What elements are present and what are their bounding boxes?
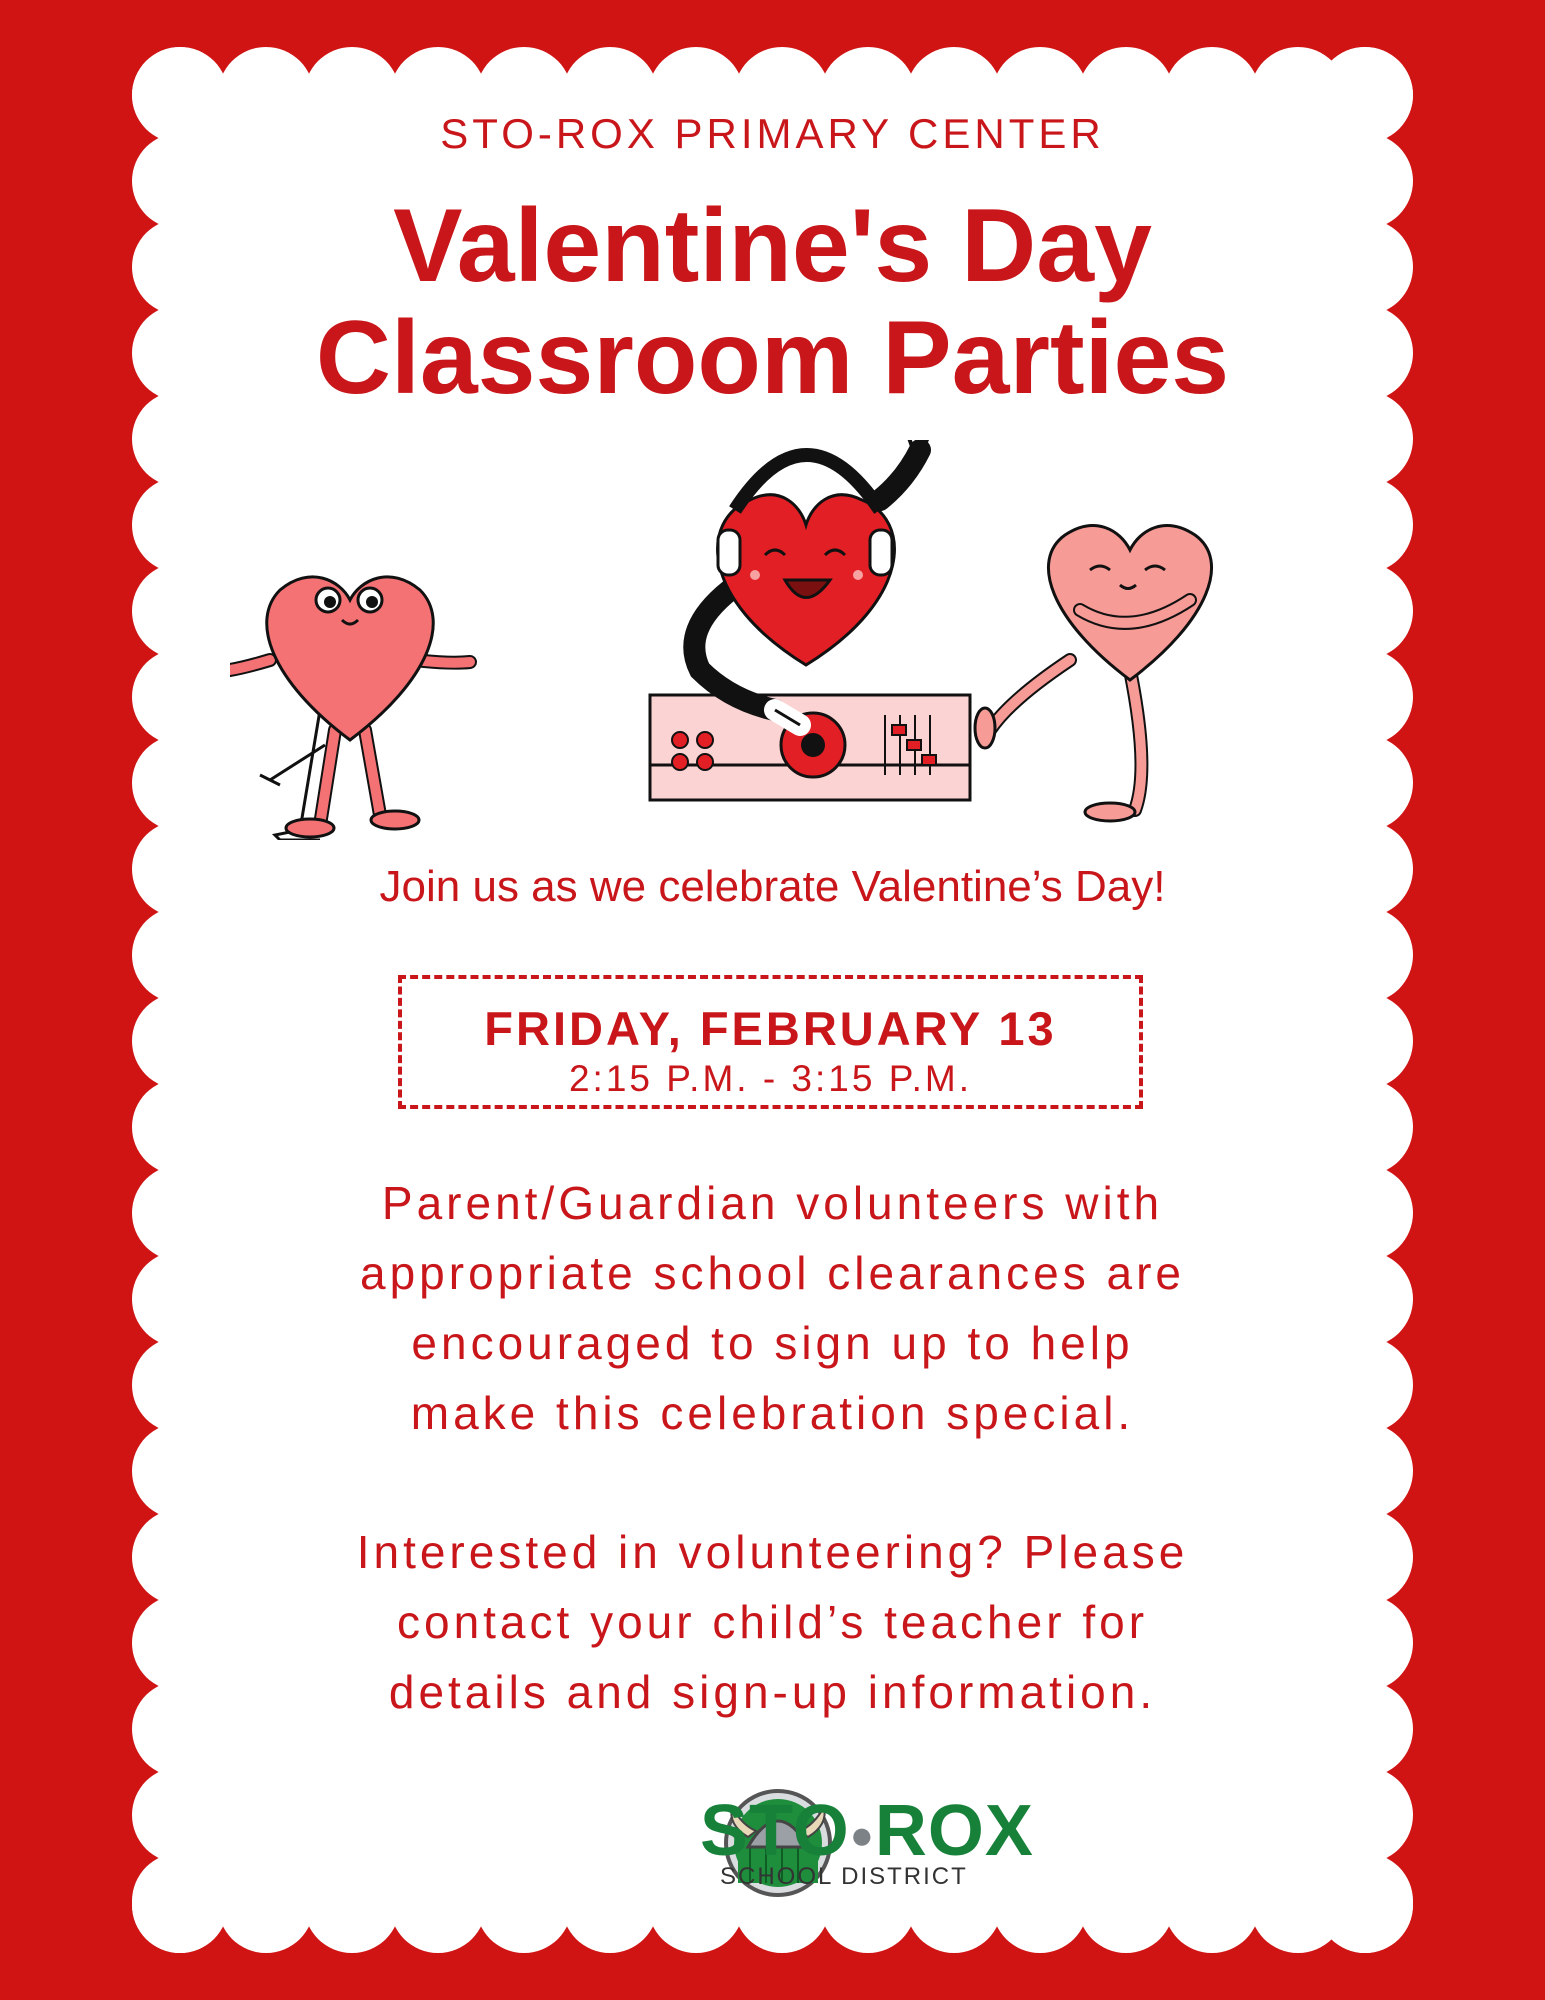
date-box [398,975,1143,1109]
title-line-2: Classroom Parties [315,300,1230,416]
logo-name-part1: STO [700,1791,850,1871]
school-name: STO-ROX PRIMARY CENTER [440,110,1105,157]
invite-text: Join us as we celebrate Valentine’s Day! [379,862,1166,911]
para1-line: make this celebration special. [410,1387,1135,1439]
hearts-illustration [230,440,1290,840]
page-title [0,190,1545,414]
right-heart-character [975,526,1212,821]
volunteer-paragraph [0,1168,1545,1448]
title-line-1: Valentine's Day [393,188,1152,304]
para1-line: encouraged to sign up to help [411,1317,1134,1369]
para1-line: appropriate school clearances are [360,1247,1185,1299]
para2-line: details and sign-up information. [388,1666,1157,1718]
district-logo [570,1785,1034,1900]
logo-name-part2: ROX [874,1791,1034,1871]
event-time: 2:15 P.M. - 3:15 P.M. [568,1058,973,1099]
logo-wordmark [700,1790,1034,1872]
event-date: FRIDAY, FEBRUARY 13 [484,1002,1057,1055]
dj-heart-character [650,440,970,800]
logo-dot-icon: ● [849,1813,875,1858]
para1-line: Parent/Guardian volunteers with [381,1177,1164,1229]
left-heart-character [230,577,470,840]
para2-line: contact your child’s teacher for [396,1596,1149,1648]
logo-subtitle: SCHOOL DISTRICT [720,1863,968,1890]
contact-paragraph [0,1517,1545,1727]
para2-line: Interested in volunteering? Please [356,1526,1189,1578]
